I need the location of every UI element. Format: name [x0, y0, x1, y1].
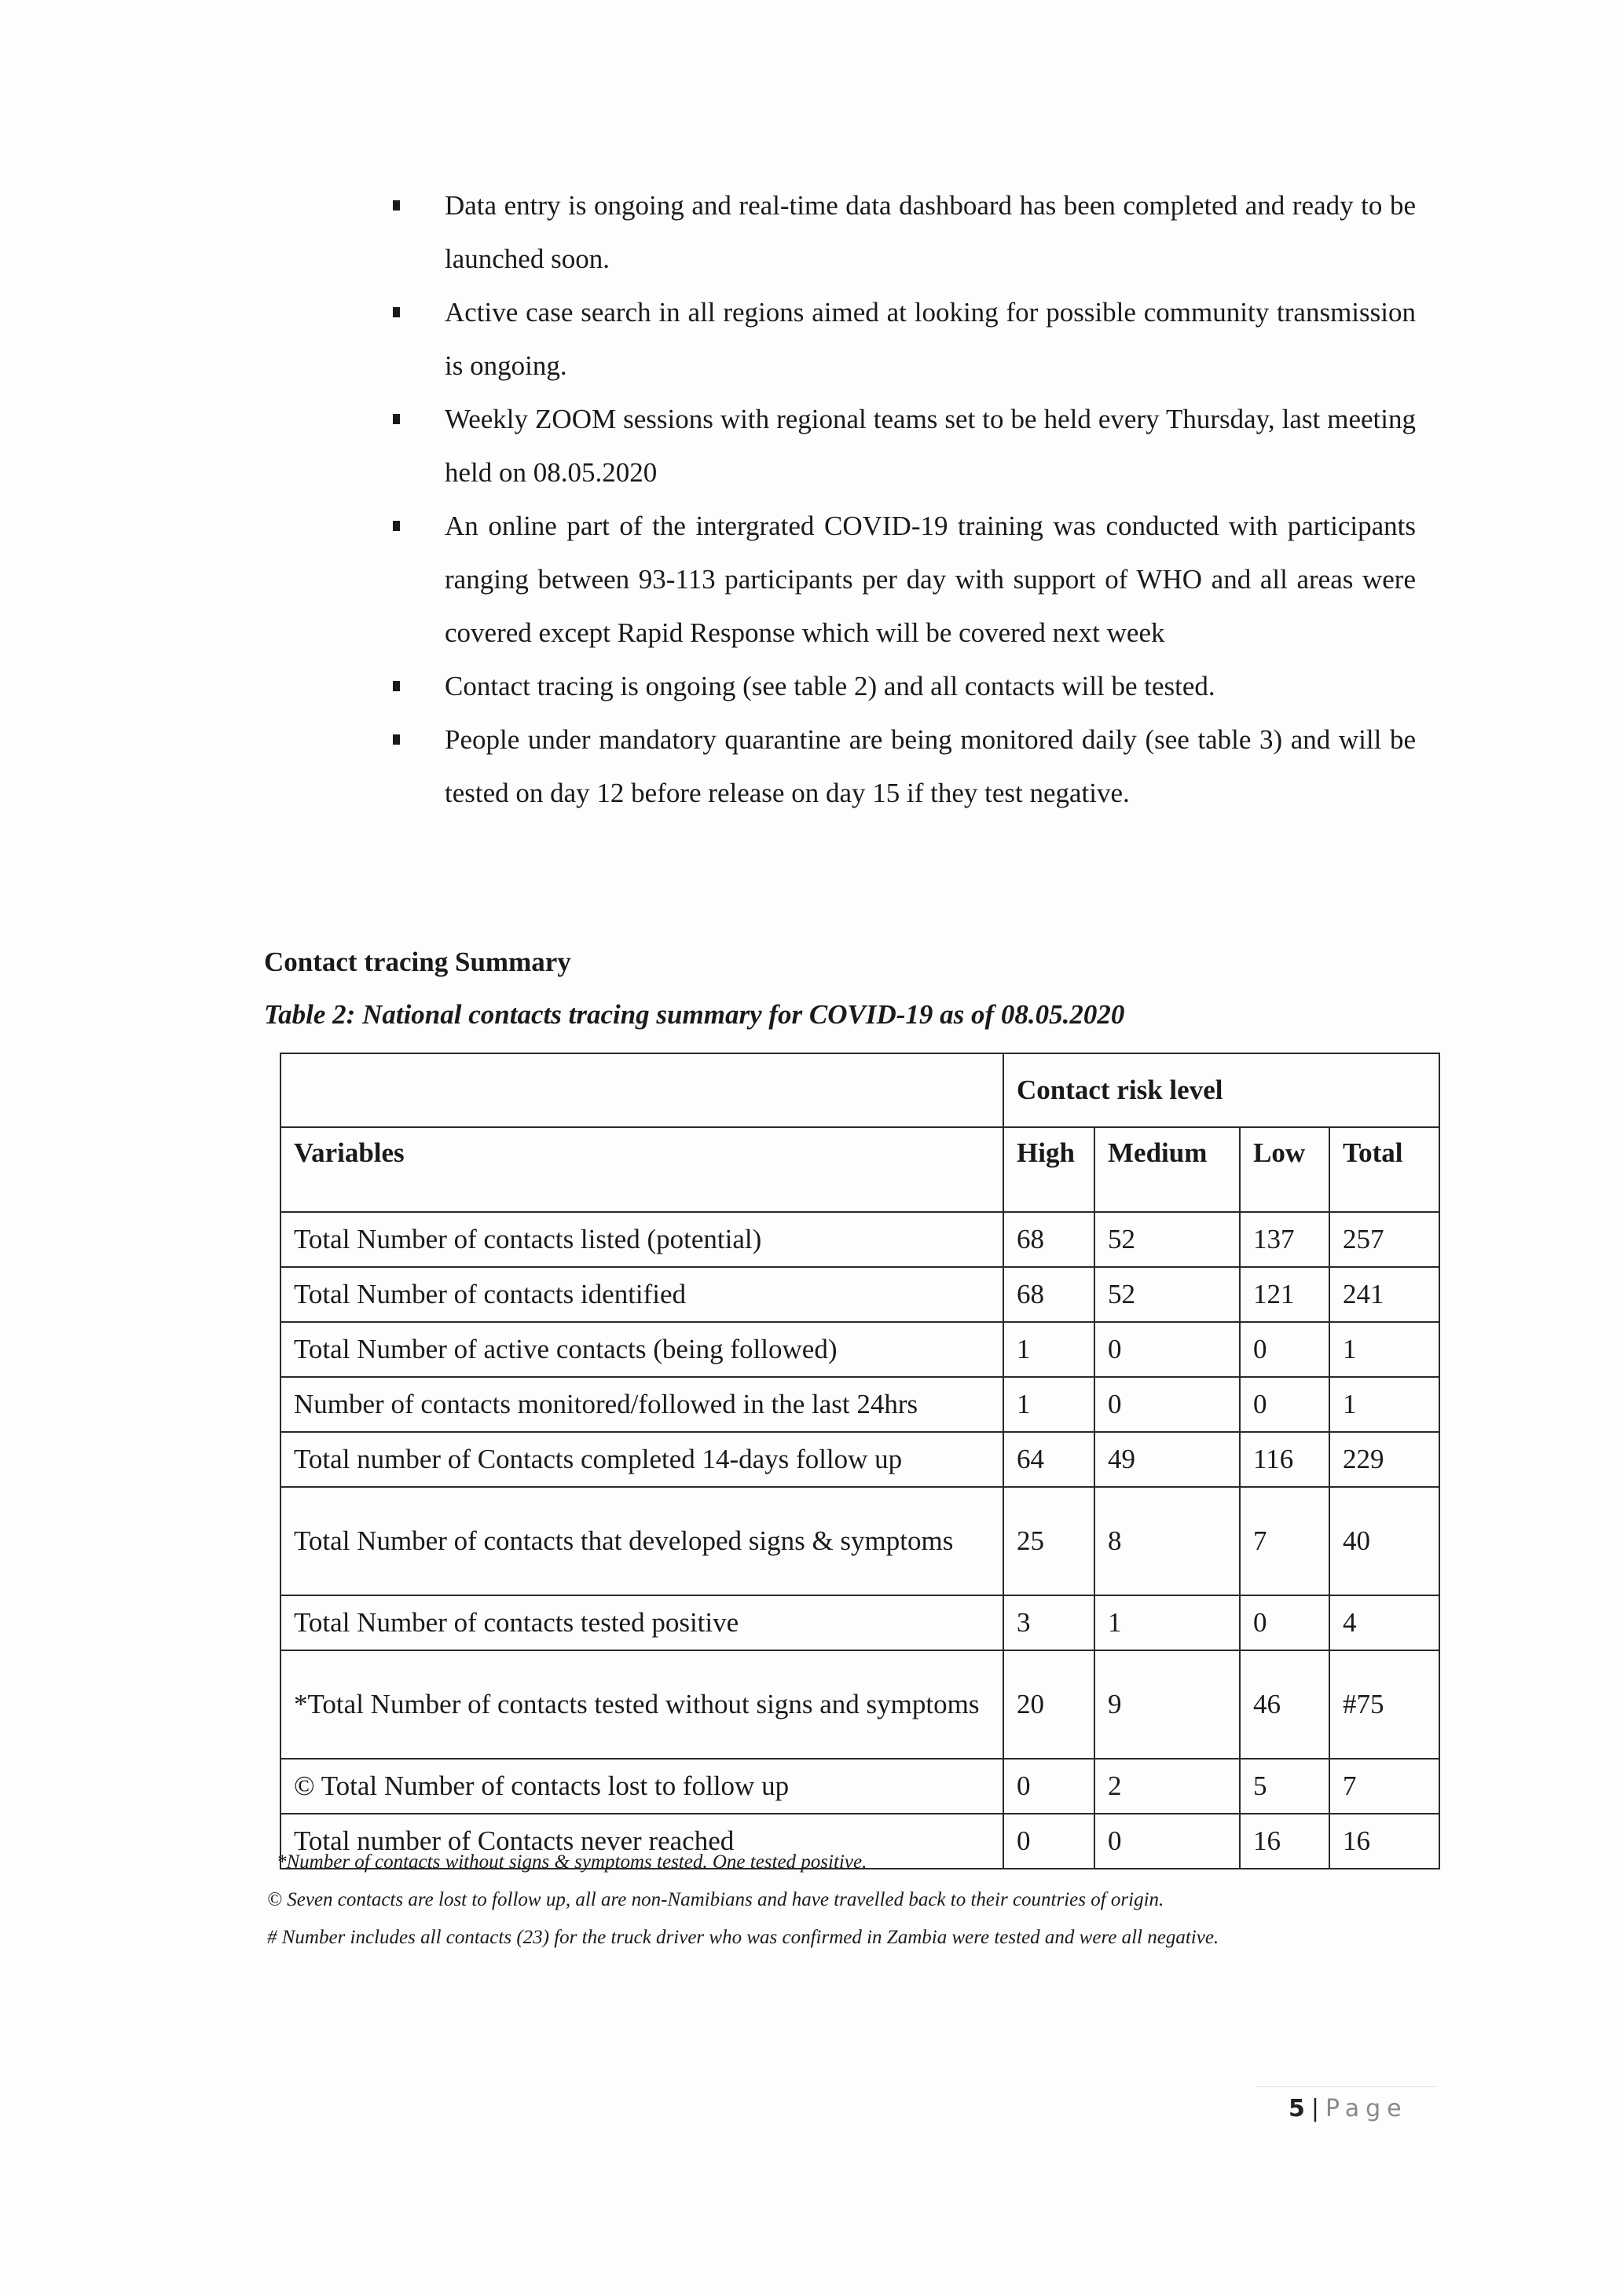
cell-high: 3: [1003, 1595, 1094, 1650]
cell-medium: 52: [1094, 1212, 1240, 1267]
variable-label: Total Number of contacts that developed signs & symptoms: [280, 1487, 1003, 1595]
table-caption: Table 2: National contacts tracing summary for COVID-19 as of 08.05.2020: [264, 999, 1125, 1030]
column-header-total: Total: [1329, 1127, 1439, 1212]
cell-total: 1: [1329, 1322, 1439, 1377]
cell-medium: 52: [1094, 1267, 1240, 1322]
page-number: 5: [1289, 2095, 1305, 2122]
table-row: [280, 1432, 1439, 1487]
cell-high: 68: [1003, 1212, 1094, 1267]
bullet-item: [390, 286, 1416, 393]
variable-label: Total Number of active contacts (being followed): [280, 1322, 1003, 1377]
table-row: [280, 1595, 1439, 1650]
bullet-item: [390, 393, 1416, 500]
table-row: [280, 1322, 1439, 1377]
bullet-text: People under mandatory quarantine are being monitored daily (see table 3) and will be tested on day 12 before release on day 15 if they test negative.: [445, 724, 1416, 808]
bullet-item: [390, 500, 1416, 660]
cell-medium: 2: [1094, 1759, 1240, 1814]
risk-level-group-header: Contact risk level: [1003, 1053, 1439, 1127]
table-row: [280, 1487, 1439, 1595]
variable-label: Number of contacts monitored/followed in the last 24hrs: [280, 1377, 1003, 1432]
empty-header-cell: [280, 1053, 1003, 1127]
bullet-text: Active case search in all regions aimed at looking for possible community transmission is ongoing.: [445, 297, 1416, 381]
table-row: [280, 1267, 1439, 1322]
cell-low: 0: [1240, 1595, 1329, 1650]
bullet-text: Data entry is ongoing and real-time data dashboard has been completed and ready to be launched soon.: [445, 190, 1416, 274]
footnote-hash: # Number includes all contacts (23) for the truck driver who was confirmed in Zambia were tested and were all negative.: [267, 1927, 1219, 1948]
cell-total: 241: [1329, 1267, 1439, 1322]
contact-tracing-table: [280, 1053, 1440, 1869]
cell-medium: 8: [1094, 1487, 1240, 1595]
cell-low: 7: [1240, 1487, 1329, 1595]
variable-label: *Total Number of contacts tested without signs and symptoms: [280, 1650, 1003, 1759]
cell-high: 0: [1003, 1814, 1094, 1869]
cell-high: 68: [1003, 1267, 1094, 1322]
cell-total: 229: [1329, 1432, 1439, 1487]
cell-total: 16: [1329, 1814, 1439, 1869]
table-row: [280, 1759, 1439, 1814]
footnote-asterisk: *Number of contacts without signs & symptoms tested. One tested positive.: [277, 1851, 867, 1873]
cell-medium: 0: [1094, 1377, 1240, 1432]
cell-low: 0: [1240, 1377, 1329, 1432]
square-bullet-icon: [393, 307, 400, 317]
cell-low: 5: [1240, 1759, 1329, 1814]
table-row: [280, 1377, 1439, 1432]
variable-label: Total number of Contacts completed 14-days follow up: [280, 1432, 1003, 1487]
column-header-high: High: [1003, 1127, 1094, 1212]
square-bullet-icon: [393, 681, 400, 691]
table-footnotes: [267, 1851, 1430, 1964]
footnote-copyright: © Seven contacts are lost to follow up, all are non-Namibians and have travelled back to their countries of origin.: [267, 1889, 1164, 1910]
bullet-item: [390, 660, 1416, 713]
cell-medium: 49: [1094, 1432, 1240, 1487]
table-group-header-row: [280, 1053, 1439, 1127]
variable-label: Total Number of contacts tested positive: [280, 1595, 1003, 1650]
square-bullet-icon: [393, 414, 400, 424]
cell-total: 1: [1329, 1377, 1439, 1432]
square-bullet-icon: [393, 200, 400, 211]
cell-low: 116: [1240, 1432, 1329, 1487]
page-label: Page: [1325, 2095, 1408, 2122]
footer-divider: [1257, 2086, 1438, 2087]
variable-label: Total number of Contacts never reached: [280, 1814, 1003, 1869]
column-header-low: Low: [1240, 1127, 1329, 1212]
cell-low: 137: [1240, 1212, 1329, 1267]
cell-low: 46: [1240, 1650, 1329, 1759]
cell-low: 0: [1240, 1322, 1329, 1377]
bullet-item: [390, 179, 1416, 286]
cell-low: 16: [1240, 1814, 1329, 1869]
variable-label: Total Number of contacts listed (potential): [280, 1212, 1003, 1267]
cell-total: 4: [1329, 1595, 1439, 1650]
cell-medium: 0: [1094, 1322, 1240, 1377]
section-heading: Contact tracing Summary: [264, 947, 571, 977]
bullet-text: An online part of the intergrated COVID-19 training was conducted with participants ranging between 93-113 participants per day with support of WHO and all areas were covered except Rapid Response which will be covered next week: [445, 511, 1416, 648]
bullet-text: Weekly ZOOM sessions with regional teams set to be held every Thursday, last meeting held on 08.05.2020: [445, 404, 1416, 488]
page-separator: |: [1311, 2095, 1319, 2122]
cell-medium: 9: [1094, 1650, 1240, 1759]
cell-high: 1: [1003, 1377, 1094, 1432]
cell-high: 64: [1003, 1432, 1094, 1487]
cell-total: 7: [1329, 1759, 1439, 1814]
column-header-medium: Medium: [1094, 1127, 1240, 1212]
table-header-row: [280, 1127, 1439, 1212]
column-header-variables: Variables: [280, 1127, 1003, 1212]
cell-high: 25: [1003, 1487, 1094, 1595]
square-bullet-icon: [393, 734, 400, 745]
cell-high: 20: [1003, 1650, 1094, 1759]
variable-label: © Total Number of contacts lost to follow up: [280, 1759, 1003, 1814]
bullet-list: [390, 179, 1416, 820]
cell-high: 0: [1003, 1759, 1094, 1814]
cell-medium: 1: [1094, 1595, 1240, 1650]
cell-total: 40: [1329, 1487, 1439, 1595]
table-row: [280, 1650, 1439, 1759]
cell-low: 121: [1240, 1267, 1329, 1322]
cell-total: 257: [1329, 1212, 1439, 1267]
cell-total: #75: [1329, 1650, 1439, 1759]
variable-label: Total Number of contacts identified: [280, 1267, 1003, 1322]
cell-high: 1: [1003, 1322, 1094, 1377]
bullet-item: [390, 713, 1416, 820]
page-footer: [1289, 2095, 1408, 2122]
bullet-text: Contact tracing is ongoing (see table 2) and all contacts will be tested.: [445, 671, 1215, 701]
cell-medium: 0: [1094, 1814, 1240, 1869]
table-row: [280, 1212, 1439, 1267]
square-bullet-icon: [393, 521, 400, 531]
